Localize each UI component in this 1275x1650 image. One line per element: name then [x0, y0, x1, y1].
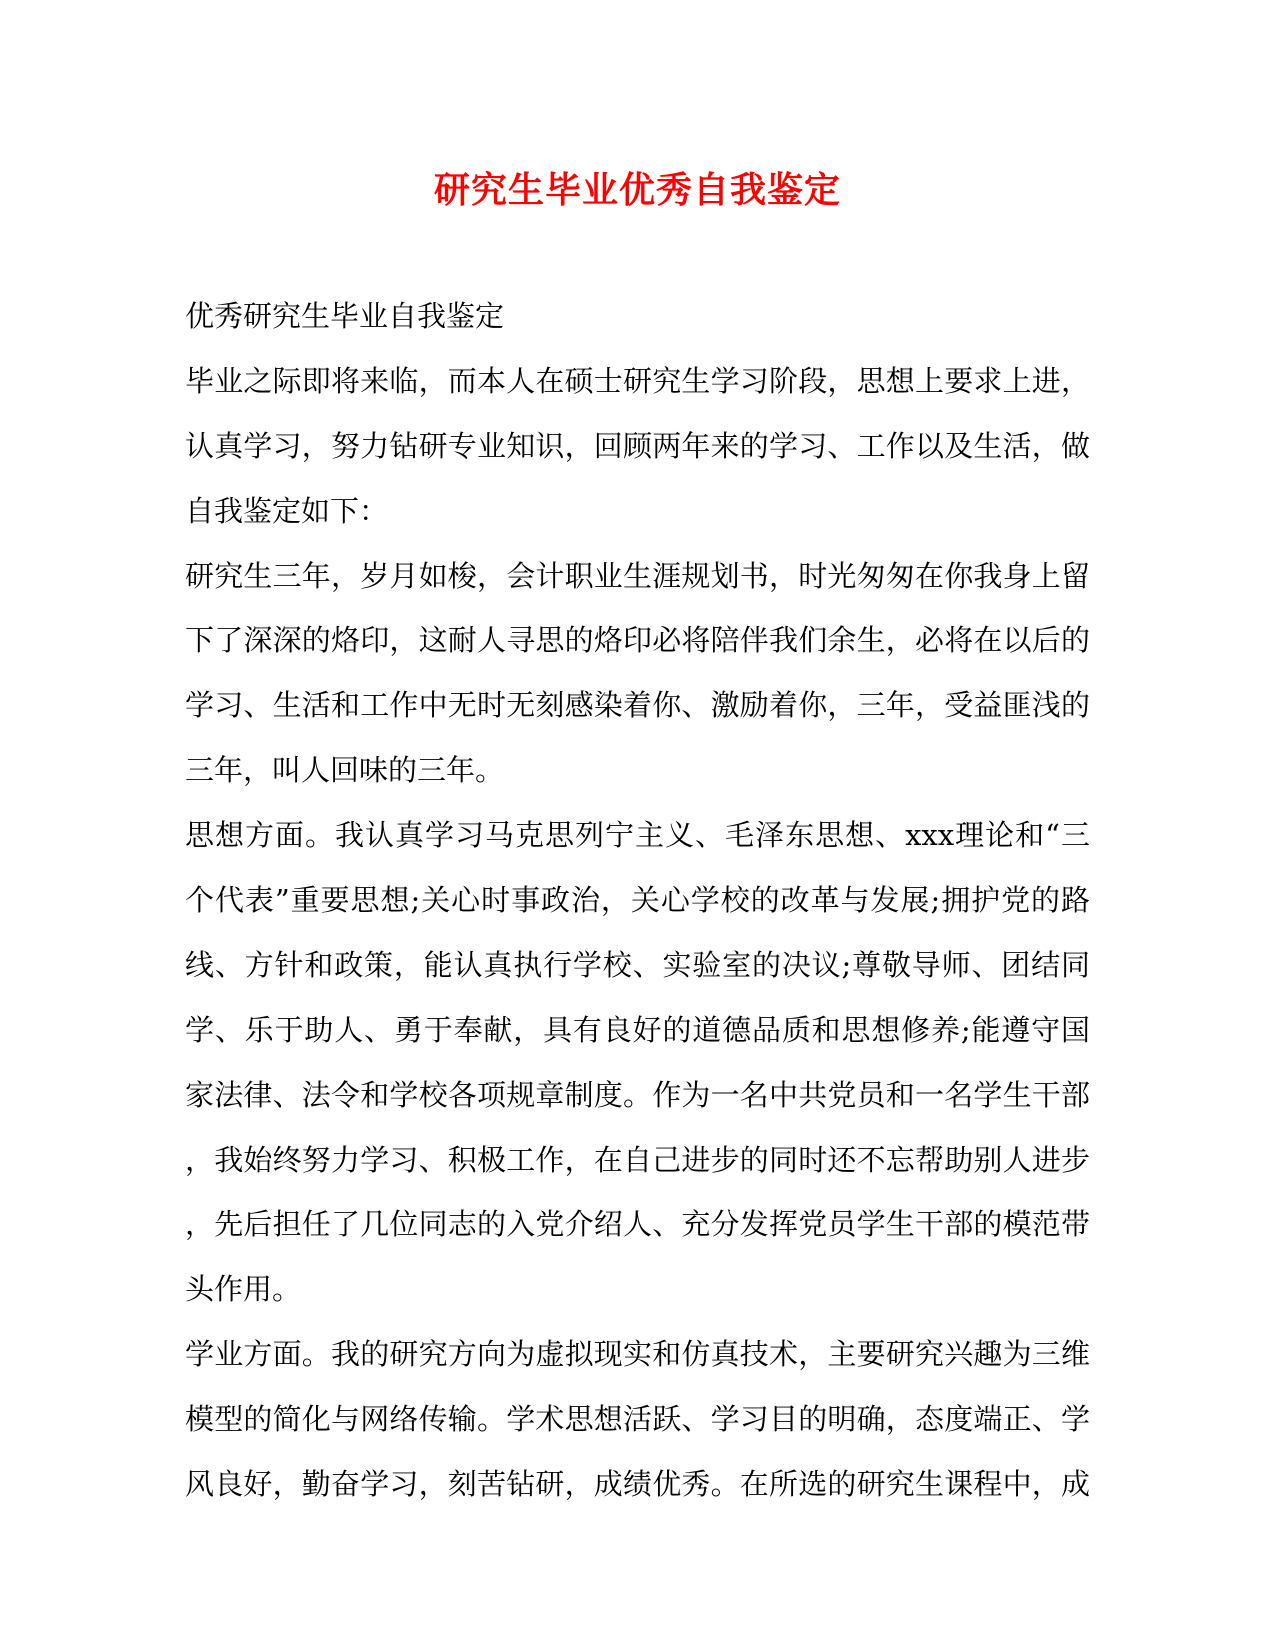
body-text-line: 下了深深的烙印，这耐人寻思的烙印必将陪伴我们余生，必将在以后的	[185, 623, 1090, 658]
body-text-line: ，我始终努力学习、积极工作，在自己进步的同时还不忘帮助别人进步	[185, 1142, 1090, 1177]
body-text-line: 思想方面。我认真学习马克思列宁主义、毛泽东思想、xxx理论和“三	[185, 818, 1090, 853]
body-text-line: 个代表”重要思想;关心时事政治，关心学校的改革与发展;拥护党的路	[185, 883, 1090, 918]
body-text-line: 认真学习，努力钻研专业知识，回顾两年来的学习、工作以及生活，做	[185, 428, 1090, 463]
body-text-line: 研究生三年，岁月如梭，会计职业生涯规划书，时光匆匆在你我身上留	[185, 558, 1090, 593]
document-title: 研究生毕业优秀自我鉴定	[433, 169, 841, 211]
body-text-line: 线、方针和政策，能认真执行学校、实验室的决议;尊敬导师、团结同	[185, 947, 1090, 982]
body-text-line: 家法律、法令和学校各项规章制度。作为一名中共党员和一名学生干部	[185, 1077, 1090, 1112]
body-text-line: ，先后担任了几位同志的入党介绍人、充分发挥党员学生干部的模范带	[185, 1207, 1090, 1242]
body-text-line: 风良好，勤奋学习，刻苦钻研，成绩优秀。在所选的研究生课程中，成	[185, 1467, 1090, 1502]
body-text-line: 三年，叫人回味的三年。	[185, 753, 505, 788]
body-text-line: 模型的简化与网络传输。学术思想活跃、学习目的明确，态度端正、学	[185, 1402, 1090, 1437]
body-text-line: 头作用。	[185, 1272, 302, 1307]
body-text-line: 自我鉴定如下：	[185, 493, 389, 528]
body-text-line: 优秀研究生毕业自我鉴定	[185, 299, 505, 333]
body-text-line: 学、乐于助人、勇于奉献，具有良好的道德品质和思想修养;能遵守国	[185, 1012, 1090, 1047]
body-text-line: 学习、生活和工作中无时无刻感染着你、激励着你，三年，受益匪浅的	[185, 688, 1090, 723]
body-text-line: 毕业之际即将来临，而本人在硕士研究生学习阶段，思想上要求上进，	[185, 363, 1090, 398]
document-body	[185, 284, 1090, 1517]
body-text-line: 学业方面。我的研究方向为虚拟现实和仿真技术，主要研究兴趣为三维	[185, 1337, 1090, 1372]
